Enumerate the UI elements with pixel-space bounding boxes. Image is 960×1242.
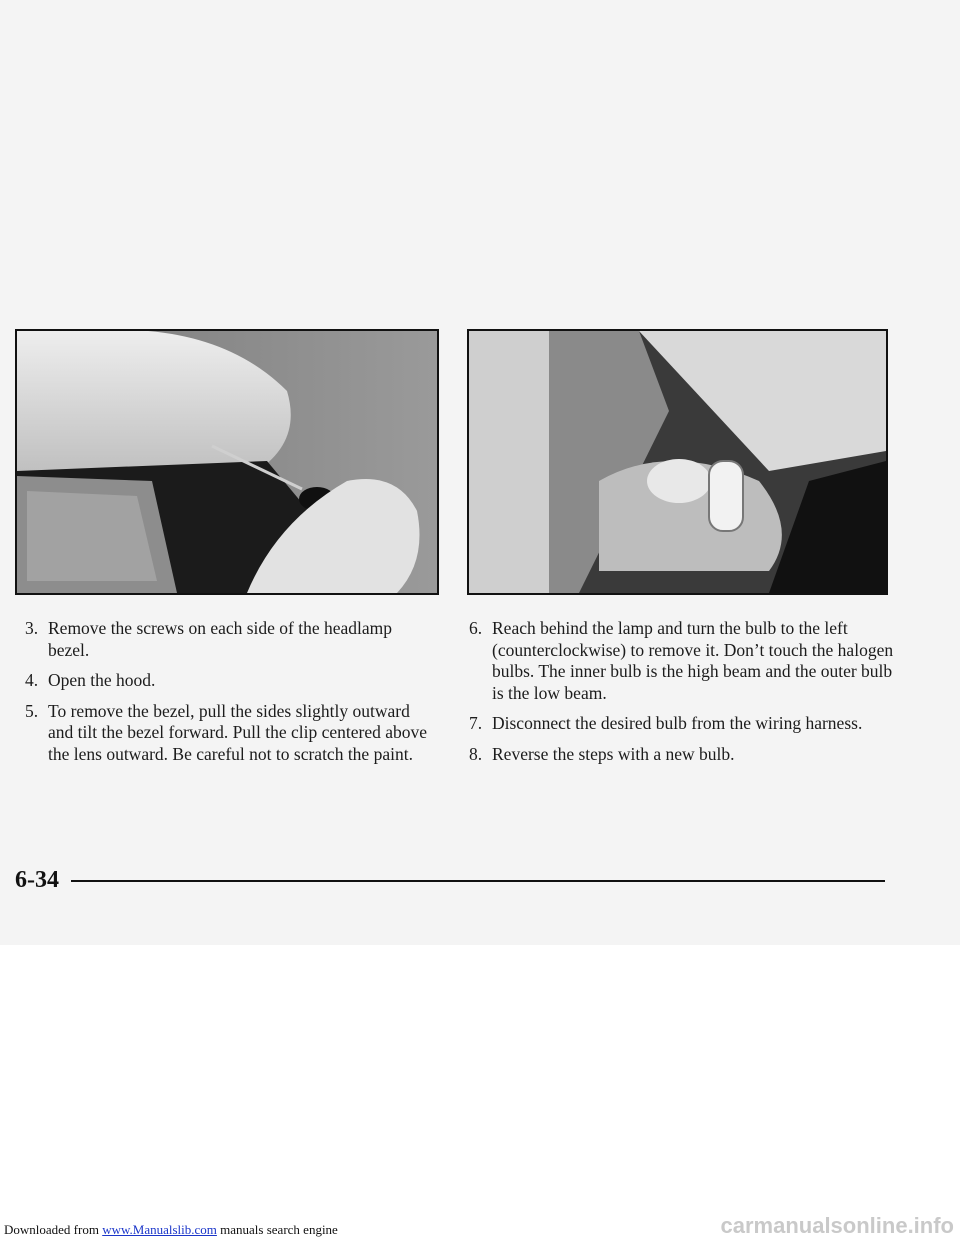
step-text: Remove the screws on each side of the headlamp bezel.	[48, 618, 393, 660]
step-3	[25, 618, 435, 661]
bulb-removal-photo	[467, 329, 888, 595]
step-number: 5.	[25, 700, 39, 721]
download-footer	[4, 1222, 338, 1238]
manualslib-link[interactable]: www.Manualslib.com	[102, 1222, 217, 1237]
step-number: 4.	[25, 670, 39, 690]
footer-prefix: Downloaded from	[4, 1222, 103, 1237]
headlamp-bezel-photo	[15, 329, 439, 595]
step-5	[25, 701, 435, 766]
left-instruction-list	[25, 618, 435, 774]
step-number: 6.	[469, 618, 483, 638]
page-number: 6-34	[15, 867, 59, 893]
step-8	[469, 744, 899, 766]
step-text: Open the hood.	[48, 670, 156, 690]
step-7	[469, 713, 899, 735]
step-4	[25, 670, 435, 692]
step-6	[469, 618, 899, 704]
site-watermark: carmanualsonline.info	[720, 1213, 954, 1238]
step-text: Reach behind the lamp and turn the bulb to the left (counterclockwise) to remove it. Don’t touch the halogen bulbs. The inner bulb is the high beam and the outer bulb is the low beam.	[492, 618, 894, 703]
step-text: Reverse the steps with a new bulb.	[492, 743, 735, 764]
step-text: To remove the bezel, pull the sides slightly outward and tilt the bezel forward. Pull the clip centered above the lens outward. Be careful not to scratch the paint.	[48, 700, 428, 764]
footer-suffix: manuals search engine	[216, 1222, 338, 1237]
step-number: 7.	[469, 713, 483, 733]
step-number: 8.	[469, 743, 483, 764]
page-number-rule	[71, 880, 885, 882]
step-number: 3.	[25, 618, 39, 638]
right-instruction-list	[469, 618, 899, 774]
step-text: Disconnect the desired bulb from the wiring harness.	[492, 713, 863, 733]
